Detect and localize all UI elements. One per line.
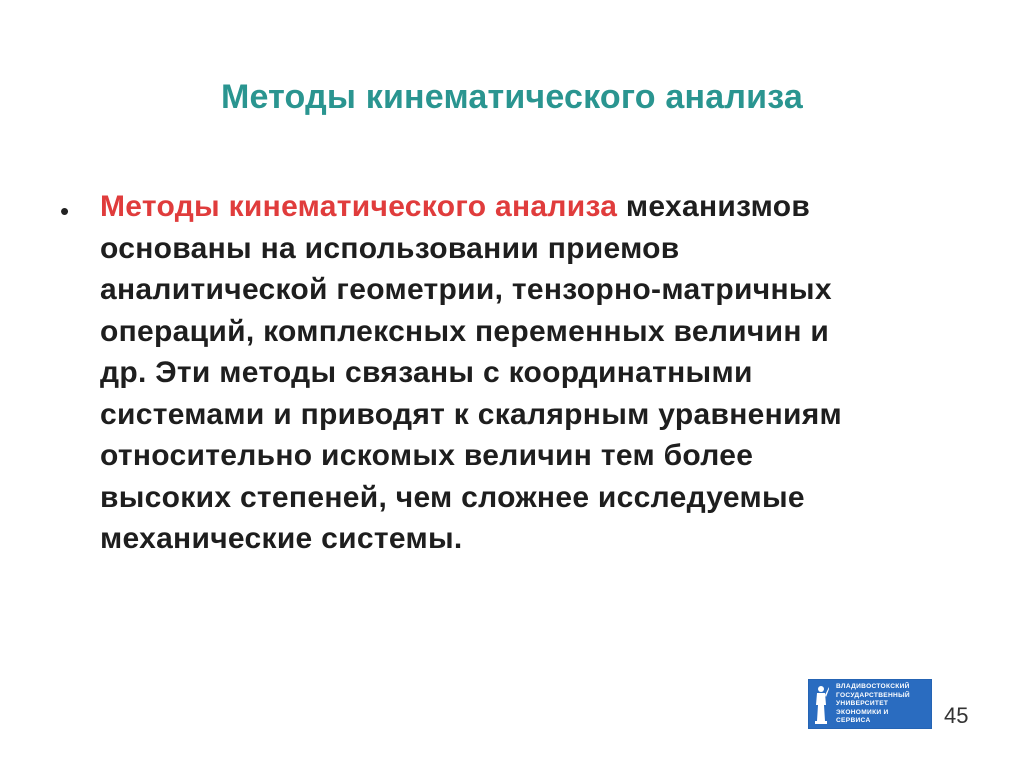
statue-emblem-icon bbox=[809, 680, 833, 728]
paragraph-line-8: высоких степеней, чем сложнее исследуемые bbox=[100, 480, 805, 514]
paragraph-line-9: механические системы. bbox=[100, 522, 463, 555]
logo-line-4: ЭКОНОМИКИ И bbox=[836, 708, 889, 716]
paragraph-line-2: основаны на использовании приемов bbox=[100, 231, 680, 265]
bullet-marker: • bbox=[60, 196, 70, 226]
logo-line-3: УНИВЕРСИТЕТ bbox=[836, 700, 889, 708]
logo-text bbox=[833, 680, 931, 728]
bullet-paragraph bbox=[100, 186, 950, 560]
paragraph-line-1 bbox=[100, 186, 950, 228]
logo-line-5: СЕРВИСА bbox=[836, 717, 871, 725]
paragraph-line-3: аналитической геометрии, тензорно-матричных bbox=[100, 273, 832, 306]
highlighted-term: Методы кинематического анализа bbox=[100, 190, 618, 223]
paragraph-line-6: системами и приводят к скалярным уравнениям bbox=[100, 397, 843, 431]
paragraph-line-7: относительно искомых величин тем более bbox=[100, 439, 754, 472]
line-1-rest: механизмов bbox=[617, 190, 811, 223]
paragraph-line-5: др. Эти методы связаны с координатными bbox=[100, 356, 753, 389]
slide-title: Методы кинематического анализа bbox=[220, 78, 804, 116]
paragraph-line-4: операций, комплексных переменных величин и bbox=[100, 314, 830, 348]
logo-line-1: ВЛАДИВОСТОКСКИЙ bbox=[836, 683, 910, 690]
logo-line-2: ГОСУДАРСТВЕННЫЙ bbox=[836, 691, 910, 699]
university-logo bbox=[808, 679, 932, 729]
page-number: 45 bbox=[944, 703, 969, 728]
